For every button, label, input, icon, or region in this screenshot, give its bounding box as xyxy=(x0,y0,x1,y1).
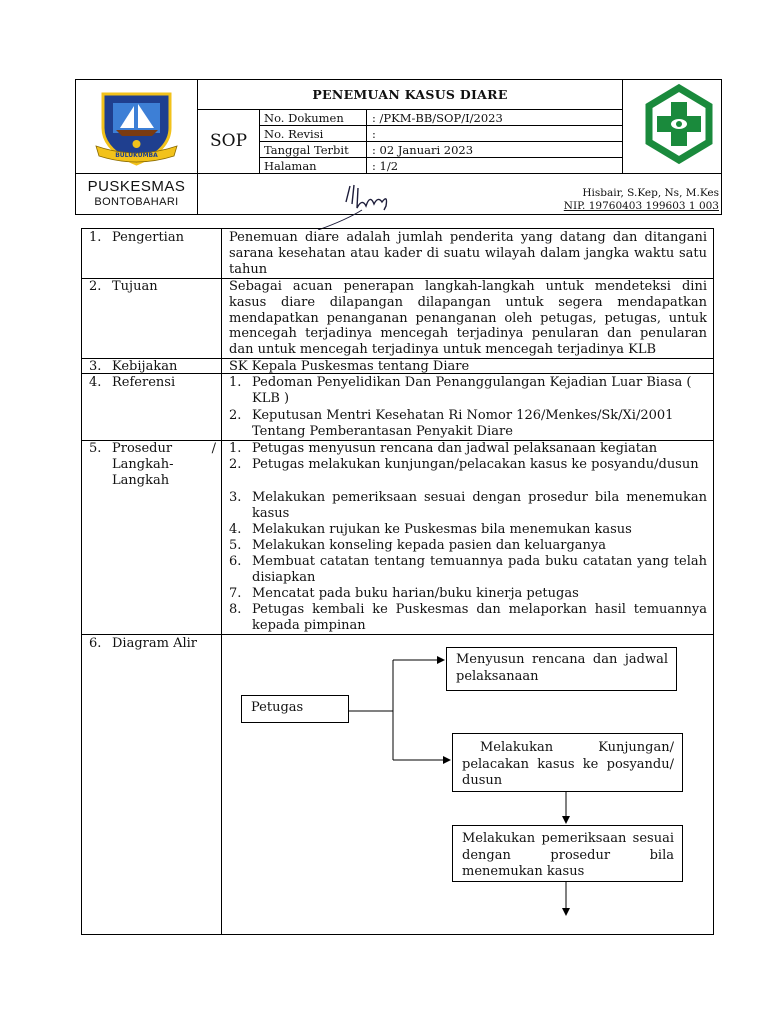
flow-step-1: Menyusun rencana dan jadwal pelaksanaan xyxy=(446,647,677,691)
flow-start-petugas: Petugas xyxy=(241,695,349,723)
row-label: Diagram Alir xyxy=(112,636,197,651)
meta-row: Halaman : 1/2 xyxy=(264,159,399,173)
list-item: Pedoman Penyelidikan Dan Penanggulangan Kejadian Luar Biasa ( KLB ) xyxy=(252,375,692,406)
list-item: Mencatat pada buku harian/buku kinerja petugas xyxy=(252,586,579,601)
row-label: Pengertian xyxy=(112,230,184,245)
svg-text:BULUKUMBA: BULUKUMBA xyxy=(115,152,158,159)
list-number: 1. xyxy=(229,375,242,390)
list-item: Membuat catatan tentang temuannya pada buku catatan yang telah disiapkan xyxy=(252,554,707,585)
region-emblem xyxy=(76,80,197,173)
list-item: Petugas menyusun rencana dan jadwal pelaksanaan kegiatan xyxy=(252,441,658,456)
header-box xyxy=(75,79,722,215)
flow-step-2: Melakukan Kunjungan/ pelacakan kasus ke posyandu/ dusun xyxy=(452,733,683,792)
meta-row: No. Revisi : xyxy=(264,127,376,141)
organization-place: BONTOBAHARI xyxy=(94,196,179,208)
list-item: Keputusan Mentri Kesehatan Ri Nomor 126/Menkes/Sk/Xi/2001 Tentang Pemberantasan Penyakit Diare xyxy=(252,408,674,439)
row-label: Prosedur / Langkah-Langkah xyxy=(112,441,216,488)
list-number: 2. xyxy=(229,408,242,423)
row-number: 4. xyxy=(89,375,102,390)
organization-name: PUSKESMAS xyxy=(87,178,186,195)
meta-row: Tanggal Terbit : 02 Januari 2023 xyxy=(264,143,474,157)
sop-table xyxy=(81,228,714,935)
row-label: Referensi xyxy=(112,375,176,390)
list-item: Melakukan konseling kepada pasien dan keluarganya xyxy=(252,538,607,553)
list-item: Melakukan pemeriksaan sesuai dengan prosedur bila menemukan kasus xyxy=(252,490,707,521)
list-item: Petugas melakukan kunjungan/pelacakan kasus ke posyandu/dusun xyxy=(252,457,699,472)
row-number: 6. xyxy=(89,636,102,651)
signature xyxy=(316,180,426,230)
document-meta xyxy=(260,110,622,173)
list-number: 3. xyxy=(229,490,242,505)
signer-block xyxy=(546,187,719,213)
row-number: 5. xyxy=(89,441,102,456)
list-number: 6. xyxy=(229,554,242,569)
row-number: 1. xyxy=(89,230,102,245)
organization-block xyxy=(76,173,197,215)
kebijakan-text: SK Kepala Puskesmas tentang Diare xyxy=(229,359,470,374)
meta-row: No. Dokumen : /PKM-BB/SOP/I/2023 xyxy=(264,111,503,125)
list-number: 2. xyxy=(229,457,242,472)
row-label: Kebijakan xyxy=(112,359,178,374)
list-number: 8. xyxy=(229,602,242,617)
signature-icon xyxy=(316,180,426,230)
sop-label: SOP xyxy=(209,131,248,151)
health-cross-icon xyxy=(623,80,721,173)
pengertian-text: Penemuan diare adalah jumlah penderita yang datang dan ditangani sarana kesehatan atau kader di suatu wilayah dalam jangka waktu satu tahun xyxy=(229,230,707,277)
signer-name: Hisbair, S.Kep, Ns, M.Kes xyxy=(582,187,719,199)
document-title: PENEMUAN KASUS DIARE xyxy=(312,87,508,102)
row-label: Tujuan xyxy=(112,279,158,294)
list-number: 4. xyxy=(229,522,242,537)
row-number: 3. xyxy=(89,359,102,374)
signer-nip: NIP. 19760403 199603 1 003 xyxy=(563,200,719,212)
health-logo xyxy=(623,80,721,173)
tujuan-text: Sebagai acuan penerapan langkah-langkah untuk mendeteksi dini kasus diare dilapangan dilapangan untuk segera mendapatkan mendapatkan penanganan penanganan oleh petugas, petugas, untuk mencegah terjadinya mencegah terjadinya penularan dan penularan dan untuk mencegah terjadinya untuk mencegah terjadinya KLB xyxy=(229,279,707,358)
list-number: 5. xyxy=(229,538,242,553)
list-number: 7. xyxy=(229,586,242,601)
list-item: Melakukan rujukan ke Puskesmas bila menemukan kasus xyxy=(252,522,632,537)
list-item: Petugas kembali ke Puskesmas dan melaporkan hasil temuannya kepada pimpinan xyxy=(252,602,707,633)
list-number: 1. xyxy=(229,441,242,456)
flow-step-3: Melakukan pemeriksaan sesuai dengan prosedur bila menemukan kasus xyxy=(452,825,683,882)
region-emblem-icon xyxy=(76,80,197,173)
row-number: 2. xyxy=(89,279,102,294)
